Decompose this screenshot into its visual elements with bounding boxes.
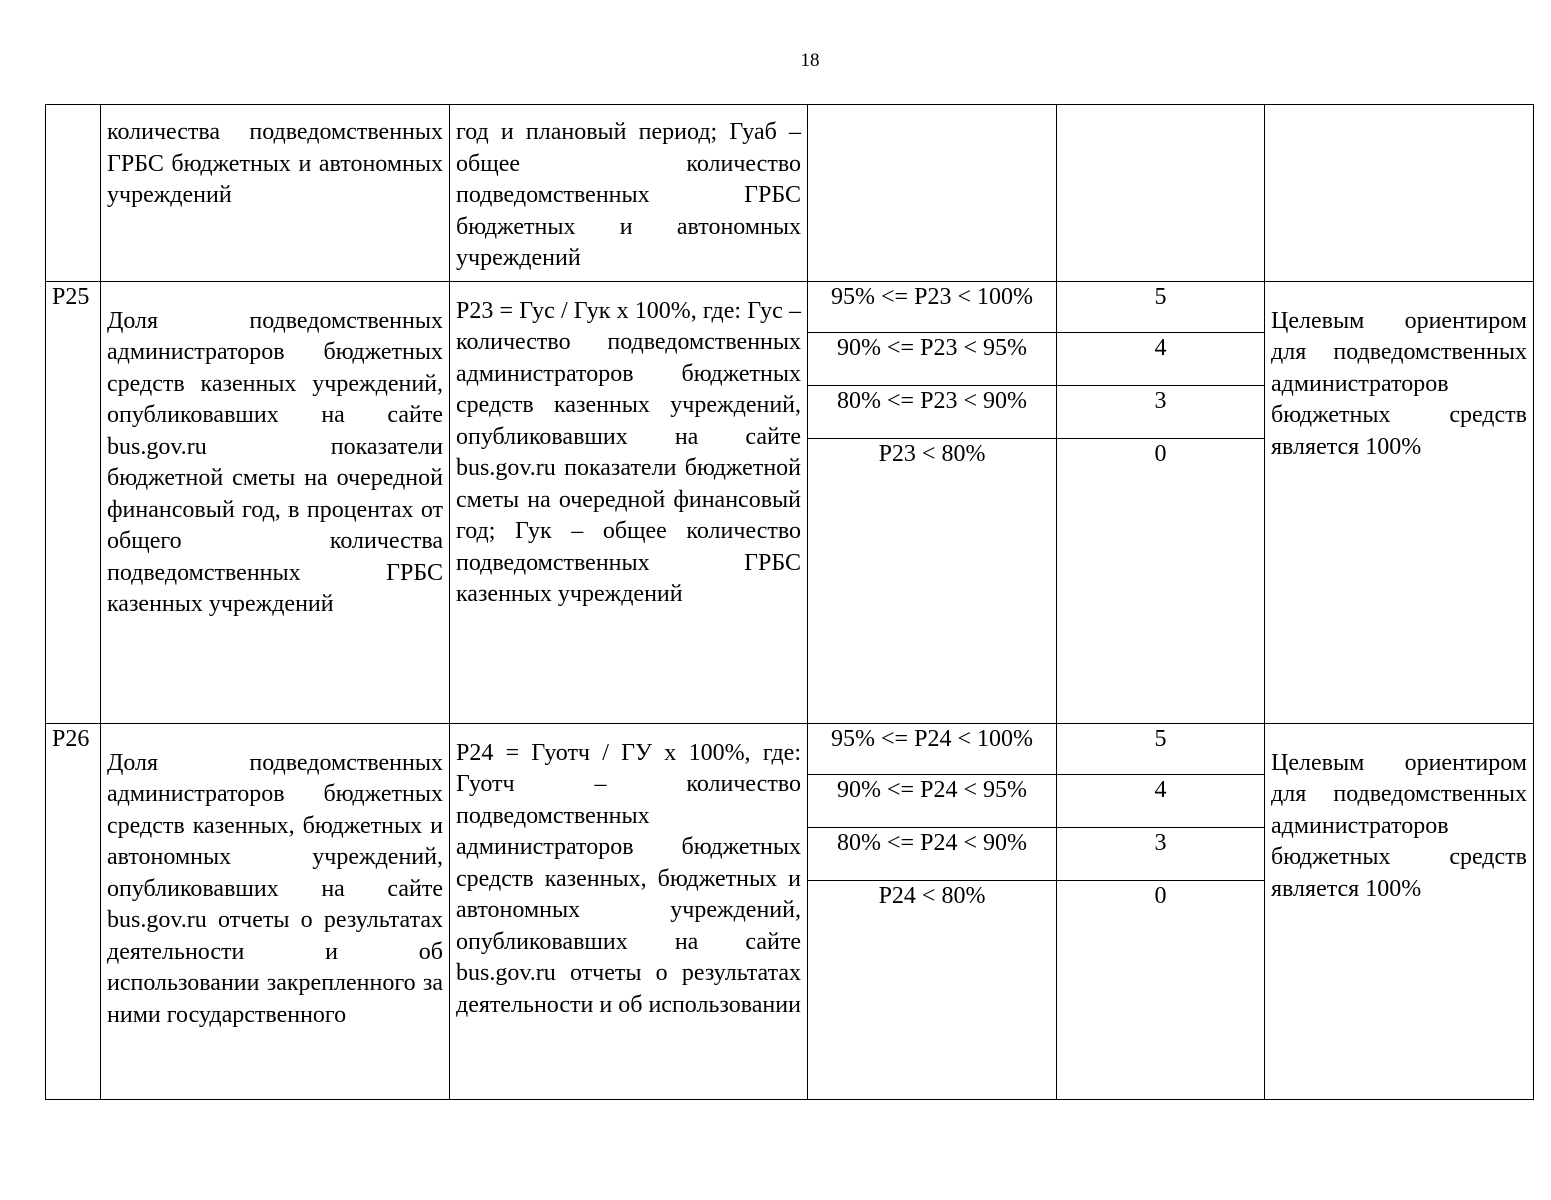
criterion-condition: Р23 < 80% <box>808 438 1057 723</box>
target-note: Целевым ориентиром для подведомственных администраторов бюджетных средств является 100% <box>1265 281 1534 723</box>
target-cell <box>1265 105 1534 282</box>
criteria-cell <box>808 105 1057 282</box>
row-code <box>46 105 101 282</box>
criterion-condition: 95% <= Р24 < 100% <box>808 723 1057 774</box>
criterion-score: 0 <box>1057 880 1265 1099</box>
criterion-score: 0 <box>1057 438 1265 723</box>
table-row <box>46 723 1534 774</box>
criterion-score: 5 <box>1057 281 1265 332</box>
criterion-score: 4 <box>1057 332 1265 385</box>
criterion-condition: 90% <= Р24 < 95% <box>808 774 1057 827</box>
criterion-score: 4 <box>1057 774 1265 827</box>
score-cell <box>1057 105 1265 282</box>
indicator-formula: Р23 = Гус / Гук х 100%, где: Гус – количество подведомственных администраторов бюджетных средств казенных учреждений, опубликовавших на сайте bus.gov.ru показатели бюджетной сметы на очередной финансовый год; Гук – общее количество подведомственных ГРБС казенных учреждений <box>450 281 808 723</box>
page-number: 18 <box>800 50 820 71</box>
indicator-formula: Р24 = Гуотч / ГУ х 100%, где: Гуотч – количество подведомственных администраторов бюджетных средств казенных, бюджетных и автономных учреждений, опубликовавших на сайте bus.gov.ru отчеты о результатах деятельности и об использовании <box>450 723 808 1099</box>
target-note: Целевым ориентиром для подведомственных администраторов бюджетных средств является 100% <box>1265 723 1534 1099</box>
criterion-condition: 90% <= Р23 < 95% <box>808 332 1057 385</box>
indicator-name: Доля подведомственных администраторов бюджетных средств казенных, бюджетных и автономных учреждений, опубликовавших на сайте bus.gov.ru отчеты о результатах деятельности и об использовании закрепленного за ними государственного <box>101 723 450 1099</box>
criterion-condition: 95% <= Р23 < 100% <box>808 281 1057 332</box>
table-row <box>46 105 1534 282</box>
table-row <box>46 281 1534 332</box>
indicator-formula: год и плановый период; Гуаб – общее количество подведомственных ГРБС бюджетных и автономных учреждений <box>450 105 808 282</box>
indicator-name: Доля подведомственных администраторов бюджетных средств казенных учреждений, опубликовавших на сайте bus.gov.ru показатели бюджетной сметы на очередной финансовый год, в процентах от общего количества подведомственных ГРБС казенных учреждений <box>101 281 450 723</box>
criterion-condition: 80% <= Р23 < 90% <box>808 385 1057 438</box>
indicator-name: количества подведомственных ГРБС бюджетных и автономных учреждений <box>101 105 450 282</box>
indicators-table <box>45 104 1534 1100</box>
criterion-condition: 80% <= Р24 < 90% <box>808 827 1057 880</box>
criterion-score: 5 <box>1057 723 1265 774</box>
row-code: Р25 <box>46 281 101 723</box>
criterion-score: 3 <box>1057 827 1265 880</box>
criterion-condition: Р24 < 80% <box>808 880 1057 1099</box>
row-code: Р26 <box>46 723 101 1099</box>
criterion-score: 3 <box>1057 385 1265 438</box>
